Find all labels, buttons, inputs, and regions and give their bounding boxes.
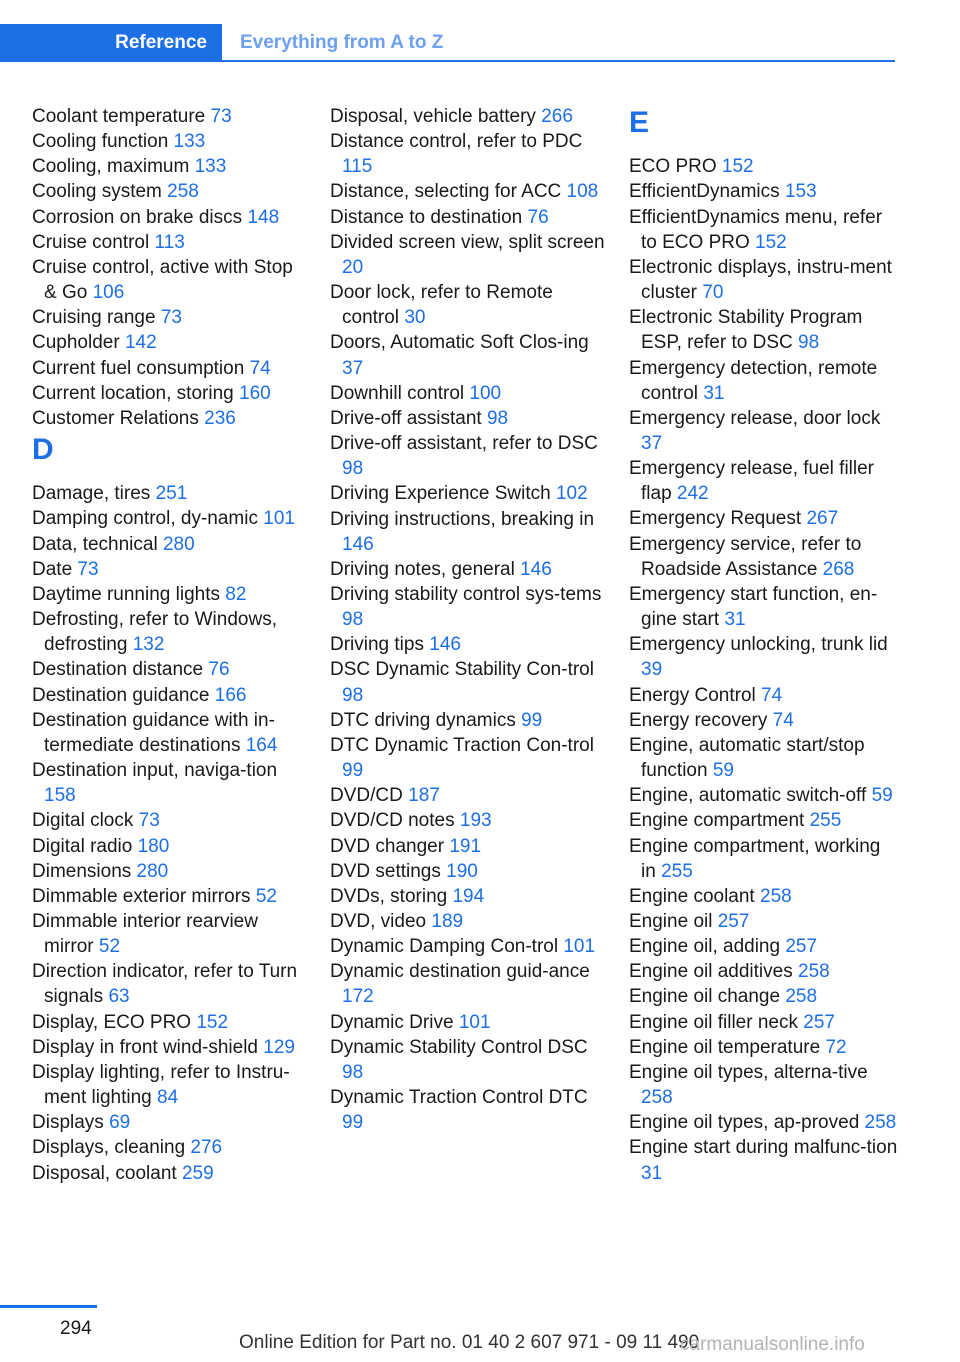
index-term: Digital clock: [32, 810, 134, 832]
page-reference-link[interactable]: 280: [136, 860, 169, 882]
page-reference-link[interactable]: 98: [342, 684, 364, 706]
index-entry: [629, 909, 899, 934]
index-term: Data, technical: [32, 533, 158, 555]
index-entry: [32, 1010, 307, 1035]
index-term: Emergency release, fuel filler flap: [629, 458, 874, 505]
index-term: Driving notes, general: [330, 558, 515, 580]
index-entry: [32, 808, 307, 833]
index-letter-heading: E: [629, 106, 650, 139]
index-term: Engine compartment: [629, 810, 805, 832]
page-reference-link[interactable]: 129: [263, 1036, 295, 1058]
index-term: Display, ECO PRO: [32, 1011, 192, 1033]
index-term: Dynamic Traction Control DTC: [330, 1087, 588, 1109]
index-term: Driving Experience Switch: [330, 483, 551, 505]
index-entry: [330, 1010, 605, 1035]
index-entry: [330, 884, 605, 909]
index-entry: [32, 959, 307, 1009]
index-term: Engine start during malfunc‐tion: [629, 1137, 898, 1159]
index-entry: [330, 557, 605, 582]
index-entry: [32, 330, 307, 355]
index-entry: [330, 507, 605, 557]
page-reference-link[interactable]: 72: [825, 1036, 847, 1058]
page-reference-link[interactable]: 148: [247, 206, 280, 228]
page-reference-link[interactable]: 98: [486, 407, 509, 429]
index-term: Engine, automatic start/stop function: [629, 734, 865, 782]
index-term: ECO PRO: [629, 156, 717, 178]
subsection-tab: Everything from A to Z: [240, 32, 444, 53]
page-reference-link[interactable]: 255: [661, 860, 693, 882]
index-entry: [629, 1110, 899, 1135]
page-reference-link[interactable]: 160: [239, 382, 271, 404]
index-term: Downhill control: [330, 382, 465, 404]
index-entry: [330, 129, 605, 179]
index-entry: [330, 1035, 605, 1085]
page-reference-link[interactable]: 84: [157, 1087, 179, 1109]
index-entry: [629, 506, 899, 531]
index-entry: [32, 255, 307, 305]
page-reference-link[interactable]: 166: [214, 684, 247, 706]
page-reference-link[interactable]: 76: [208, 659, 230, 681]
index-entry: [330, 406, 605, 431]
index-entry: [32, 859, 307, 884]
index-term: Engine oil types, alterna‐tive: [629, 1061, 868, 1083]
page-reference-link[interactable]: 59: [871, 785, 893, 807]
index-term: Cooling function: [32, 131, 169, 153]
index-term: Door lock, refer to Remote control: [330, 282, 553, 329]
index-entry: [32, 557, 307, 582]
page-reference-link[interactable]: 98: [342, 609, 364, 631]
index-term: Destination guidance with in‐termediate destinations: [32, 709, 275, 756]
index-entry: [330, 959, 605, 1009]
index-entry: [629, 984, 899, 1009]
page-reference-link[interactable]: 99: [342, 1112, 364, 1134]
page-reference-link[interactable]: 258: [760, 885, 792, 907]
index-entry: [330, 632, 605, 657]
index-term: Date: [32, 558, 73, 580]
index-term: Display lighting, refer to Instru‐ment lighting: [32, 1061, 290, 1109]
index-entry: [32, 708, 307, 758]
index-term: Divided screen view, split screen: [330, 231, 605, 253]
index-entry: [330, 205, 605, 230]
index-term: Engine, automatic switch-off: [629, 785, 867, 807]
index-term: Daytime running lights: [32, 583, 220, 605]
index-entry: [32, 230, 307, 255]
index-entry: [32, 154, 307, 179]
index-entry: [629, 532, 899, 582]
index-term: Dimmable exterior mirrors: [32, 885, 251, 907]
index-term: DTC driving dynamics: [330, 709, 516, 731]
index-entry: [629, 456, 899, 506]
page-reference-link[interactable]: 101: [458, 1011, 491, 1033]
page-reference-link[interactable]: 266: [541, 106, 573, 127]
index-entry: [629, 406, 899, 456]
section-tab: Reference: [0, 24, 222, 62]
index-term: EfficientDynamics: [629, 181, 780, 203]
index-entry: [330, 230, 605, 280]
page-reference-link[interactable]: 63: [108, 986, 130, 1008]
index-entry: [629, 356, 899, 406]
index-entry: [629, 632, 899, 682]
index-term: Driving stability control sys‐tems: [330, 583, 602, 605]
page-reference-link[interactable]: 37: [342, 357, 364, 379]
index-term: Electronic Stability Program ESP, refer to DSC: [629, 307, 863, 354]
index-entry: [330, 582, 605, 632]
page-reference-link[interactable]: 194: [452, 885, 485, 907]
page-reference-link[interactable]: 276: [190, 1137, 223, 1159]
index-entry: [32, 356, 307, 381]
index-term: Emergency service, refer to Roadside Assistance: [629, 533, 862, 580]
page-reference-link[interactable]: 257: [785, 936, 818, 958]
page-reference-link[interactable]: 142: [124, 332, 157, 354]
page-reference-link[interactable]: 98: [342, 458, 364, 480]
index-term: Cooling, maximum: [32, 156, 190, 178]
index-term: Driving tips: [330, 634, 424, 656]
index-entry: [330, 808, 605, 833]
footer-rule: [0, 1305, 97, 1308]
index-term: Display in front wind‐shield: [32, 1036, 258, 1058]
index-entry: [32, 657, 307, 682]
index-entry: [330, 381, 605, 406]
index-entry: [32, 305, 307, 330]
index-entry: [330, 783, 605, 808]
index-column-3: [629, 104, 899, 1186]
page-reference-link[interactable]: 258: [167, 181, 199, 203]
page-reference-link[interactable]: 152: [755, 231, 787, 253]
index-term: Cruise control: [32, 231, 150, 253]
index-term: Cooling system: [32, 181, 162, 203]
index-entry: [32, 1035, 307, 1060]
index-entry: [32, 532, 307, 557]
index-column-2: [330, 104, 605, 1135]
index-term: Distance to destination: [330, 206, 523, 228]
index-term: Engine oil change: [629, 986, 781, 1008]
index-term: DVD changer: [330, 835, 445, 857]
index-entry: [629, 683, 899, 708]
index-term: Drive-off assistant, refer to DSC: [330, 433, 598, 455]
page-reference-link[interactable]: 280: [162, 533, 195, 555]
index-entry: [629, 179, 899, 204]
page-reference-link[interactable]: 242: [676, 483, 709, 505]
index-term: Electronic displays, instru‐ment cluster: [629, 256, 892, 304]
index-entry: [32, 1060, 307, 1110]
index-term: Disposal, coolant: [32, 1162, 177, 1184]
page-reference-link[interactable]: 76: [527, 206, 549, 228]
index-entry: [629, 305, 899, 355]
page-reference-link[interactable]: 31: [724, 609, 746, 631]
page-reference-link[interactable]: 73: [138, 810, 160, 832]
index-entry: [330, 330, 605, 380]
index-term: Emergency detection, remote control: [629, 357, 878, 404]
page-reference-link[interactable]: 146: [429, 634, 461, 656]
index-entry: [32, 758, 307, 808]
index-entry: [32, 129, 307, 154]
index-entry: [32, 179, 307, 204]
page-reference-link[interactable]: 74: [772, 709, 794, 731]
page-reference-link[interactable]: 59: [712, 760, 734, 782]
page-reference-link[interactable]: 30: [404, 307, 426, 329]
index-entry: [330, 834, 605, 859]
page-reference-link[interactable]: 251: [155, 483, 188, 505]
index-entry: [629, 255, 899, 305]
page-reference-link[interactable]: 98: [798, 332, 820, 354]
index-entry: [629, 884, 899, 909]
index-term: Corrosion on brake discs: [32, 206, 243, 228]
index-entry: [330, 708, 605, 733]
page-reference-link[interactable]: 52: [255, 885, 277, 907]
index-entry: [32, 834, 307, 859]
index-entry: [330, 657, 605, 707]
page-reference-link[interactable]: 101: [263, 508, 295, 530]
page-reference-link[interactable]: 99: [342, 760, 364, 782]
index-entry: [629, 708, 899, 733]
page-reference-link[interactable]: 146: [520, 558, 552, 580]
index-entry: [629, 1060, 899, 1110]
page-reference-link[interactable]: 20: [342, 256, 364, 278]
index-entry: [629, 733, 899, 783]
index-entry: [629, 582, 899, 632]
index-entry: [629, 959, 899, 984]
index-entry: [330, 280, 605, 330]
index-term: DVD settings: [330, 860, 441, 882]
index-entry: [629, 783, 899, 808]
index-term: Dynamic Damping Con‐trol: [330, 936, 559, 958]
index-entry: [629, 205, 899, 255]
page-reference-link[interactable]: 74: [249, 357, 271, 379]
index-column-1: [32, 104, 307, 1186]
index-term: Dimensions: [32, 860, 132, 882]
watermark: carmanualsonline.info: [680, 1334, 865, 1355]
index-term: Drive-off assistant: [330, 407, 482, 429]
index-term: Emergency start function, en‐gine start: [629, 583, 878, 631]
page-reference-link[interactable]: 180: [137, 835, 170, 857]
index-term: Destination distance: [32, 659, 204, 681]
index-term: Engine compartment, working in: [629, 835, 881, 882]
index-entry: [32, 1135, 307, 1160]
page-reference-link[interactable]: 108: [566, 181, 599, 203]
page-reference-link[interactable]: 31: [641, 1162, 663, 1184]
page-reference-link[interactable]: 153: [784, 181, 817, 203]
index-term: Engine coolant: [629, 885, 755, 907]
index-term: Distance, selecting for ACC: [330, 181, 562, 203]
page-reference-link[interactable]: 257: [803, 1011, 835, 1033]
index-term: Digital radio: [32, 835, 133, 857]
page-reference-link[interactable]: 258: [798, 961, 830, 983]
page-reference-link[interactable]: 189: [431, 911, 464, 932]
index-entry: [32, 205, 307, 230]
page-reference-link[interactable]: 158: [44, 785, 76, 807]
page-reference-link[interactable]: 257: [717, 910, 750, 932]
index-entry: [629, 834, 899, 884]
index-term: DVD/CD notes: [330, 810, 455, 832]
page-reference-link[interactable]: 101: [563, 936, 596, 958]
index-term: DTC Dynamic Traction Con‐trol: [330, 734, 594, 756]
index-entry: [32, 506, 307, 531]
index-term: Defrosting, refer to Windows, defrosting: [32, 609, 277, 656]
index-entry: [330, 104, 605, 129]
index-entry: [32, 481, 307, 506]
page-reference-link[interactable]: 73: [210, 106, 232, 127]
index-entry: [32, 1110, 307, 1135]
index-term: Dimmable interior rearview mirror: [32, 910, 258, 958]
index-entry: [32, 683, 307, 708]
page-reference-link[interactable]: 37: [641, 433, 663, 455]
page-reference-link[interactable]: 31: [703, 382, 725, 404]
index-term: Dynamic Stability Control DSC: [330, 1036, 588, 1058]
index-letter-heading: D: [32, 433, 54, 467]
index-term: Current fuel consumption: [32, 357, 245, 379]
index-entry: [629, 808, 899, 833]
index-term: Engine oil types, ap‐proved: [629, 1112, 860, 1134]
page-reference-link[interactable]: 258: [785, 986, 818, 1008]
page-reference-link[interactable]: 187: [408, 785, 440, 807]
index-term: DVD, video: [330, 911, 427, 932]
index-entry: [330, 481, 605, 506]
index-term: Customer Relations: [32, 407, 199, 429]
index-term: Emergency unlocking, trunk lid: [629, 634, 888, 656]
index-entry: [330, 859, 605, 884]
page-reference-link[interactable]: 113: [154, 231, 185, 253]
index-term: Engine oil: [629, 910, 713, 932]
index-term: Doors, Automatic Soft Clos‐ing: [330, 332, 589, 354]
page-reference-link[interactable]: 99: [521, 709, 543, 731]
page-reference-link[interactable]: 73: [77, 558, 99, 580]
index-entry: [330, 179, 605, 204]
page-reference-link[interactable]: 70: [702, 282, 724, 304]
index-term: Current location, storing: [32, 382, 234, 404]
index-term: Emergency release, door lock: [629, 407, 881, 429]
page-reference-link[interactable]: 132: [132, 634, 165, 656]
index-term: Destination guidance: [32, 684, 210, 706]
page-reference-link[interactable]: 146: [342, 533, 374, 555]
index-term: Damage, tires: [32, 483, 151, 505]
index-term: DVD/CD: [330, 785, 403, 807]
page-reference-link[interactable]: 190: [446, 860, 478, 882]
index-term: Engine oil filler neck: [629, 1011, 798, 1033]
page-reference-link[interactable]: 133: [173, 131, 206, 153]
page-reference-link[interactable]: 267: [806, 508, 839, 530]
index-entry: [330, 431, 605, 481]
page-reference-link[interactable]: 52: [98, 936, 121, 958]
index-entry: [32, 607, 307, 657]
index-term: Engine oil additives: [629, 961, 793, 983]
index-entry: [32, 406, 307, 431]
index-entry: [32, 582, 307, 607]
page-reference-link[interactable]: 73: [160, 307, 182, 329]
page-reference-link[interactable]: 100: [469, 382, 502, 404]
index-entry: [629, 1035, 899, 1060]
index-term: Energy Control: [629, 684, 756, 706]
edition-text: Online Edition for Part no. 01 40 2 607 971 - 09 11 490: [239, 1332, 700, 1353]
index-entry: [629, 1010, 899, 1035]
index-entry: [330, 934, 605, 959]
index-term: Coolant temperature: [32, 106, 206, 127]
page-reference-link[interactable]: 259: [181, 1162, 214, 1184]
page-reference-link[interactable]: 191: [449, 835, 482, 857]
page-header: [0, 24, 895, 62]
index-term: Energy recovery: [629, 709, 768, 731]
index-entry: [629, 1135, 899, 1185]
page-reference-link[interactable]: 258: [864, 1112, 897, 1134]
page-reference-link[interactable]: 268: [822, 558, 855, 580]
header-rule: [222, 60, 895, 62]
index-entry: [330, 1085, 605, 1135]
page-reference-link[interactable]: 152: [721, 156, 754, 178]
index-entry: [629, 154, 899, 179]
index-entry: [330, 733, 605, 783]
page-reference-link[interactable]: 236: [204, 407, 236, 429]
page-number: 294: [60, 1318, 92, 1339]
page-reference-link[interactable]: 82: [225, 583, 247, 605]
index-entry: [32, 1161, 307, 1186]
index-term: Emergency Request: [629, 508, 802, 530]
index-term: Destination input, naviga‐tion: [32, 760, 278, 782]
page-reference-link[interactable]: 39: [641, 659, 663, 681]
index-term: Direction indicator, refer to Turn signals: [32, 961, 298, 1008]
index-term: Cupholder: [32, 332, 120, 354]
index-entry: [32, 884, 307, 909]
index-term: Distance control, refer to PDC: [330, 131, 583, 153]
index-term: Dynamic Drive: [330, 1011, 454, 1033]
index-term: Disposal, vehicle battery: [330, 106, 536, 127]
index-term: EfficientDynamics menu, refer to ECO PRO: [629, 206, 883, 253]
index-entry: [330, 909, 605, 934]
index-term: DVDs, storing: [330, 885, 448, 907]
index-entry: [32, 104, 307, 129]
page-reference-link[interactable]: 106: [92, 282, 125, 304]
page-reference-link[interactable]: 69: [109, 1112, 131, 1134]
page-reference-link[interactable]: 258: [641, 1087, 673, 1109]
page-reference-link[interactable]: 172: [342, 986, 374, 1008]
page-reference-link[interactable]: 152: [196, 1011, 229, 1033]
index-term: Displays, cleaning: [32, 1137, 186, 1159]
index-term: Damping control, dy‐namic: [32, 508, 258, 530]
index-entry: [32, 381, 307, 406]
page-reference-link[interactable]: 255: [809, 810, 842, 832]
page-reference-link[interactable]: 115: [342, 156, 373, 178]
index-entry: [32, 909, 307, 959]
index-term: Cruising range: [32, 307, 156, 329]
index-term: Driving instructions, breaking in: [330, 508, 595, 530]
index-term: Cruise control, active with Stop & Go: [32, 256, 293, 304]
page-reference-link[interactable]: 102: [555, 483, 588, 505]
page-reference-link[interactable]: 133: [194, 156, 227, 178]
page-reference-link[interactable]: 74: [761, 684, 783, 706]
index-term: Engine oil temperature: [629, 1036, 821, 1058]
index-entry: [629, 934, 899, 959]
page-reference-link[interactable]: 193: [459, 810, 492, 832]
index-term: Displays: [32, 1112, 104, 1134]
page-reference-link[interactable]: 98: [342, 1061, 364, 1083]
index-term: Dynamic destination guid‐ance: [330, 961, 590, 983]
page-reference-link[interactable]: 164: [245, 734, 278, 756]
index-term: Engine oil, adding: [629, 936, 781, 958]
index-term: DSC Dynamic Stability Con‐trol: [330, 659, 594, 681]
